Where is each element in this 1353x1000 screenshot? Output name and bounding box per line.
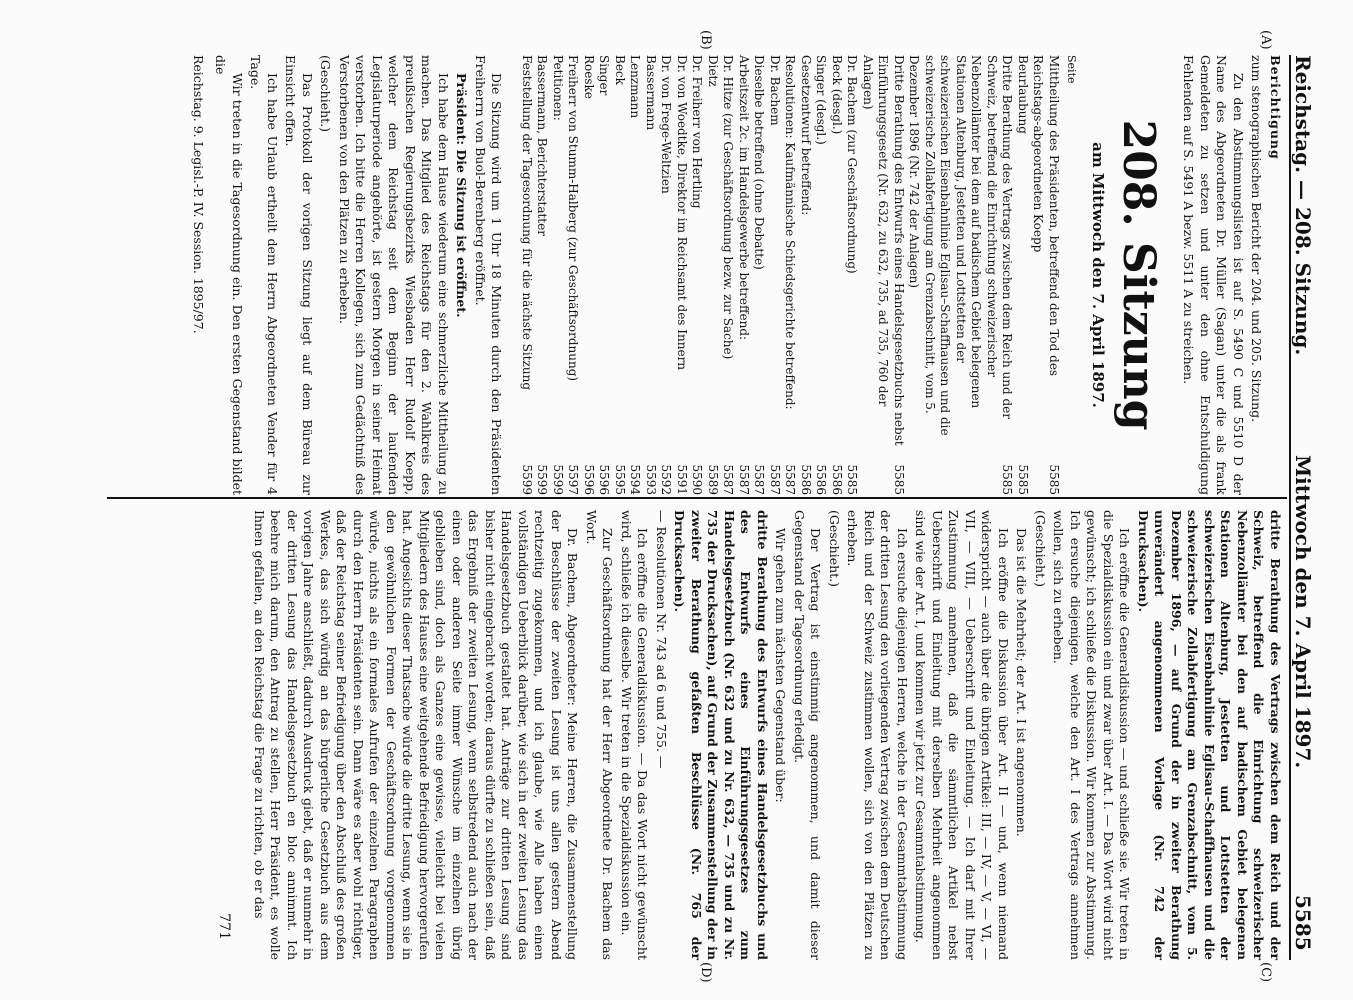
toc-entry: Gesetzentwurf betreffend: 5586	[799, 55, 813, 495]
toc-entry: Lenzmann 5594	[628, 55, 643, 495]
paragraph: dritte Berathung des Entwurfs eines Handelsgesetzbuchs und des Entwurfs eines Einführungsgesetzes zum Handelsgesetzbuch (Nr. 632 und zu Nr. 632, — 735 und zu Nr. 735 der Drucksachen), auf Grund der Zusammenstellung der in zweiter Berathung gefaßten Beschlüsse (Nr. 765 der Drucksachen).	[672, 510, 770, 960]
header-rule	[1289, 55, 1291, 960]
toc-entry: Resolutionen: Kaufmännische Schiedsgerichte betreffend: 5587	[783, 55, 798, 495]
toc-seite-label: Seite	[1065, 55, 1079, 84]
toc-entry: Freiherr von Stumm-Halberg (zur Geschäftsordnung) 5597	[566, 55, 581, 495]
paragraph: Wir treten in die Tagesordnung ein. Den ersten Gegenstand bildet die	[213, 55, 245, 495]
toc-entry: Petitionen: 5599	[551, 55, 565, 495]
toc-entry: Mittheilung des Präsidenten, betreffend den Tod des Reichstags-abgeordneten Koepp 5585	[1031, 55, 1061, 495]
header-left: Reichstag. — 208. Sitzung.	[1291, 55, 1315, 356]
session-date: am Mittwoch den 7. April 1897.	[1089, 142, 1107, 408]
correction-text: Zu den Abstimmungslisten ist auf S. 5490 C und 5510 D der Name des Abgeordneten Dr. Müller (Sagan) unter die als frank Gemeldeten zu setzen und unter den ohne Entschuldigung Fehlenden auf S. 5491 A bezw. 5511 A zu streichen.	[1181, 55, 1246, 495]
toc-entry: Singer 5596	[597, 55, 612, 495]
paragraph: (Geschieht.)	[318, 55, 334, 133]
correction-subtitle: zum stenographischen Bericht der 204. und 205. Sitzung.	[1249, 55, 1265, 423]
paragraph: Ich habe dem Hause wiederum eine schmerzliche Mittheilung zu machen. Das Mitglied des Reichstags für den 2. Wahlkreis des preußischen Regierungsbezirks Wiesbaden Herr Rudolf Koepp, welcher dem Reichstag seit dem Beginn der laufenden Legislaturperiode angehörte, ist gestern Morgen in seiner Heimat verstorben. Ich bitte die Herren Kollegen, sich zum Gedächtniß des Verstorbenen von den Plätzen zu erheben.	[337, 55, 451, 495]
margin-mark-b: (B)	[698, 30, 713, 50]
toc-entry: Dr. Hitze (zur Geschäftsordnung bezw. zur Sache) 5587	[721, 55, 736, 495]
paragraph: Ich ersuche diejenigen Herren, welche in der Gesammtabstimmung der dritten Lesung den vorliegenden Vertrag zwischen dem Deutschen Reich und der Schweiz zustimmen wollen, sich von den Plätzen zu erheben.	[845, 510, 910, 960]
paragraph: Ich eröffne die Diskussion über Art. II — und, wenn niemand widerspricht — auch über die übrigen Artikel: III, — IV, — V, — VI, — VII, — VIII, — Ueberschrift und Einleitung. — Ich darf mit Ihrer Zustimmung annehmen, daß die sämmtlichen Artikel nebst Ueberschrift und Einleitung mit derselben Mehrheit angenommen sind wie der Art. I, und kommen wir jetzt zur Gesammtabstimmung.	[913, 510, 1011, 960]
margin-mark-a: (A)	[1258, 30, 1273, 50]
toc-entry: Bassermann 5593	[644, 55, 658, 495]
paragraph: (Geschieht.)	[1033, 510, 1048, 588]
table-of-contents	[519, 55, 1062, 495]
toc-entry: Beurlaubung 5585	[1016, 55, 1030, 495]
paragraph: Ich habe Urlaub ertheilt dem Herrn Abgeordneten Vender für 4 Tage.	[248, 55, 280, 495]
paragraph: Ich eröffne die Generaldiskussion — und schließe sie. Wir treten in die Spezialdiskussion ein und zwar über Art. I. — Das Wort wird nicht gewünscht; ich schließe die Diskussion. Wir kommen zur Abstimmung. Ich ersuche diejenigen, welche den Art. I des Vertrags annehmen wollen, sich zu erheben.	[1051, 510, 1133, 960]
paragraph: Ich eröffne die Generaldiskussion. — Da das Wort nicht gewünscht wird, schließe ich dieselbe. Wir treten in die Spezialdiskussion ein.	[619, 510, 651, 960]
toc-entry: Dritte Berathung des Entwurfs eines Handelsgesetzbuchs nebst Einführungsgesetz (Nr. 632, zu 632, 735, ad 735, 760 der Anlagen) 5585	[861, 55, 906, 495]
toc-entry: Dieselbe betreffend (ohne Debatte) 5587	[752, 55, 767, 495]
page-foot-number: 771	[216, 913, 233, 940]
toc-entry: Bassermann, Berichterstatter 5599	[535, 55, 550, 495]
paragraph: dritte Berathung des Vertrags zwischen dem Reich und der Schweiz, betreffend die Einrichtung schweizerischer Nebenzollämter bei den auf badischem Gebiet belegenen Stationen Altenburg, Jestetten und Lottstetten der schweizerischen Eisenbahnlinie Eglisau–Schaffhausen und die schweizerische Zollabfertigung am Grenzabschnitt, vom 5. Dezember 1896, — auf Grund der in zweiter Berathung unverändert angenommenen Vorlage (Nr. 742 der Drucksachen).	[1136, 510, 1283, 960]
toc-entry: Beck 5595	[613, 55, 627, 495]
toc-entry: Singer (desgl.) 5586	[814, 55, 829, 495]
paragraph: Wir gehen zum nächsten Gegenstand über:	[773, 528, 789, 803]
right-column	[216, 510, 1283, 960]
paragraph: — Resolutionen Nr. 743 ad 6 und 755. —	[654, 510, 669, 769]
toc-entry: Dr. Bachem 5587	[768, 55, 782, 495]
toc-entry: Dr. von Woedtke, Direktor im Reichsamt des Innern 5591	[675, 55, 689, 495]
paragraph: Die Sitzung wird um 1 Uhr 18 Minuten durch den Präsidenten Freiherrn von Buol-Berenberg eröffnet.	[473, 55, 505, 495]
toc-entry: Dr. Freiherr von Hertling 5590	[690, 55, 705, 495]
toc-entry: Dr. von Frege-Weltzien 5592	[659, 55, 674, 495]
paragraph: Das ist die Mehrheit; der Art. I ist angenommen.	[1014, 528, 1030, 837]
left-column	[188, 55, 1284, 495]
volume-footer: Reichstag. 9. Legisl.-P. IV. Session. 1895/97.	[191, 55, 206, 334]
column-divider	[107, 497, 1287, 499]
page-number: 5585	[1291, 895, 1315, 951]
toc-entry: Dritte Berathung des Vertrags zwischen dem Reich und der Schweiz, betreffend die Einrichtung schweizerischer Nebenzollämter bei dem auf badischem Gebiet belegenen Stationen Altenburg, Jestetten und Lottstetten der schweizerischen Eisenbahnlinie Eglisau–Schaffhausen und die schweizerische Zollabfertigung am Grenzabschnitt, vom 5. Dezember 1896 (Nr. 742 der Anlagen) 5585	[907, 55, 1015, 495]
paragraph: Dr. Bachem, Abgeordneter: Meine Herren, die Zusammenstellung der Beschlüsse der zweiten Lesung ist uns allen gestern Abend rechtzeitig zugekommen, und ich glaube, wie Alle haben einen vollständigen Ueberblick darüber, wie sich in der zweiten Lesung das Handelsgesetzbuch gestaltet hat. Anträge zur dritten Lesung sind bisher nicht eingebracht worden; daraus dürfte zu schließen sein, daß das Ergebniß der zweiten Lesung, wenn selbstredend auch nach der einen oder anderen Seite immer Wünsche im einzelnen übrig geblieben sind, doch als Ganzes eine gewisse, vielleicht bei vielen Mitgliedern des Hauses eine weitgehende Befriedigung hervorgerufen hat. Angesichts dieser Thatsache würde die dritte Lesung, wenn sie in den gewöhnlichen Formen der Geschäftsordnung vorgenommen würde, nichts als ein formales Aufrufen der einzelnen Paragraphen durch den Herrn Präsidenten sein. Dann wäre es aber wohl richtiger, daß der Reichstag seiner Befriedigung über den Abschluß des großen Werkes, das sich würdig an das bürgerliche Gesetzbuch aus dem vorigen Jahre anschließt, dadurch Ausdruck giebt, daß er nunmehr in der dritten Lesung das Handelsgesetzbuch en bloc annimmt. Ich beehre mich darum, den Antrag zu stellen, Herr Präsident, es wolle Ihnen gefallen, an den Reichstag die Frage zu richten, ob er das	[252, 510, 581, 960]
paragraph: Zur Geschäftsordnung hat der Herr Abgeordnete Dr. Bachem das Wort.	[584, 510, 616, 960]
toc-entry: Feststellung der Tagesordnung für die nächste Sitzung 5599	[520, 55, 534, 495]
running-header	[1285, 55, 1325, 955]
paragraph: (Geschieht.)	[827, 510, 842, 588]
paragraph: Das Protokoll der vorigen Sitzung liegt auf dem Büreau zur Einsicht offen.	[283, 55, 315, 495]
session-title: 208. Sitzung	[1113, 119, 1164, 431]
correction-title: Berichtigung	[1268, 55, 1283, 160]
toc-entry: Arbeitszeit 2c. im Handelsgewerbe betreffend: 5587	[737, 55, 751, 495]
header-right: Mittwoch den 7. April 1897.	[1291, 455, 1315, 769]
margin-mark-d: (D)	[698, 962, 713, 983]
toc-entry: Dietz 5589	[706, 55, 720, 495]
toc-entry: Roeske 5596	[582, 55, 596, 495]
margin-mark-c: (C)	[1258, 962, 1273, 983]
toc-entry: Dr. Bachem (zur Geschäftsordnung) 5585	[845, 55, 860, 495]
paragraph: Der Vertrag ist einstimmig angenommen, und damit dieser Gegenstand der Tagesordnung erledigt.	[792, 510, 824, 960]
toc-entry: Beck (desgl.) 5586	[830, 55, 844, 495]
paragraph: Präsident: Die Sitzung ist eröffnet.	[454, 73, 470, 318]
